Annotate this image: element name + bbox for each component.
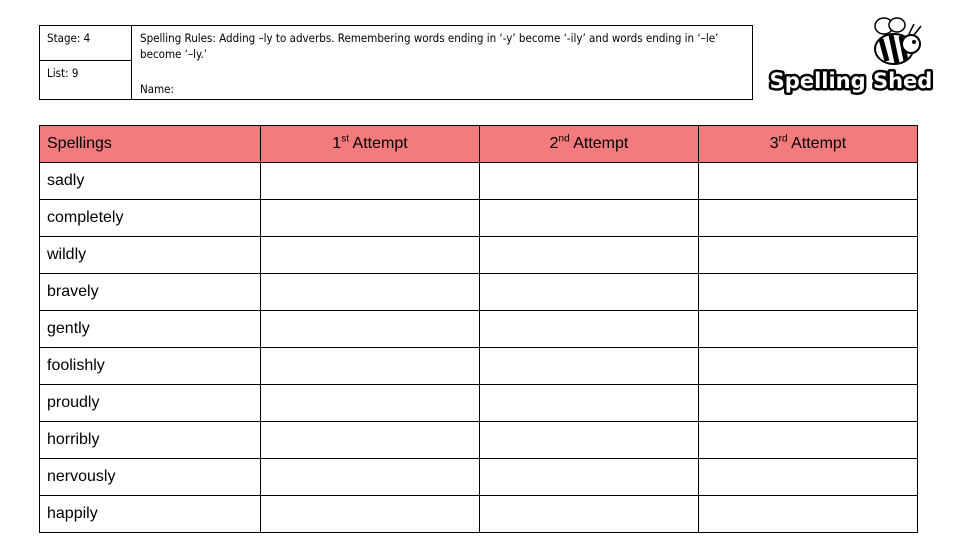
attempt-1-cell[interactable] bbox=[261, 459, 480, 496]
table-row bbox=[40, 496, 918, 533]
attempt-2-cell[interactable] bbox=[480, 163, 699, 200]
attempt-3-cell[interactable] bbox=[699, 422, 918, 459]
attempt-2-cell[interactable] bbox=[480, 422, 699, 459]
word-cell: gently bbox=[40, 311, 261, 348]
attempt-1-cell[interactable] bbox=[261, 237, 480, 274]
list-label: List: 9 bbox=[47, 66, 79, 80]
attempt-1-cell[interactable] bbox=[261, 496, 480, 533]
bee-icon bbox=[768, 12, 934, 100]
attempt-3-header: 3rd Attempt bbox=[699, 126, 918, 163]
attempt-2-cell[interactable] bbox=[480, 496, 699, 533]
table-row bbox=[40, 348, 918, 385]
attempt-3-cell[interactable] bbox=[699, 348, 918, 385]
attempt-3-cell[interactable] bbox=[699, 459, 918, 496]
attempt-1-header: 1st Attempt bbox=[261, 126, 480, 163]
attempt-3-cell[interactable] bbox=[699, 274, 918, 311]
attempt-1-cell[interactable] bbox=[261, 274, 480, 311]
word-cell: completely bbox=[40, 200, 261, 237]
attempt-2-cell[interactable] bbox=[480, 311, 699, 348]
attempt-1-cell[interactable] bbox=[261, 200, 480, 237]
attempt-2-cell[interactable] bbox=[480, 459, 699, 496]
attempt-3-cell[interactable] bbox=[699, 237, 918, 274]
word-cell: sadly bbox=[40, 163, 261, 200]
spelling-rules-text: Spelling Rules: Adding –ly to adverbs. Remembering words ending in ‘-y’ become ‘-ily’ and words ending in ‘–le’ become ‘–ly.’ bbox=[140, 31, 719, 61]
attempt-2-header: 2nd Attempt bbox=[480, 126, 699, 163]
attempt-1-cell[interactable] bbox=[261, 422, 480, 459]
table-row bbox=[40, 163, 918, 200]
attempt-2-cell[interactable] bbox=[480, 274, 699, 311]
attempt-3-cell[interactable] bbox=[699, 385, 918, 422]
attempt-3-cell[interactable] bbox=[699, 163, 918, 200]
table-row bbox=[40, 422, 918, 459]
attempt-3-cell[interactable] bbox=[699, 311, 918, 348]
header-divider bbox=[40, 60, 131, 61]
attempt-2-cell[interactable] bbox=[480, 348, 699, 385]
word-cell: wildly bbox=[40, 237, 261, 274]
table-row bbox=[40, 237, 918, 274]
attempt-3-cell[interactable] bbox=[699, 200, 918, 237]
word-cell: nervously bbox=[40, 459, 261, 496]
attempt-2-cell[interactable] bbox=[480, 237, 699, 274]
attempt-1-cell[interactable] bbox=[261, 163, 480, 200]
table-row bbox=[40, 459, 918, 496]
word-cell: foolishly bbox=[40, 348, 261, 385]
table-row bbox=[40, 311, 918, 348]
spellings-header: Spellings bbox=[40, 126, 261, 163]
table-row bbox=[40, 274, 918, 311]
attempt-2-cell[interactable] bbox=[480, 200, 699, 237]
attempt-2-cell[interactable] bbox=[480, 385, 699, 422]
spelling-shed-logo bbox=[768, 12, 934, 100]
attempt-1-cell[interactable] bbox=[261, 385, 480, 422]
attempt-1-cell[interactable] bbox=[261, 311, 480, 348]
spelling-table bbox=[39, 125, 918, 533]
attempt-3-cell[interactable] bbox=[699, 496, 918, 533]
table-header-row bbox=[40, 126, 918, 163]
word-cell: horribly bbox=[40, 422, 261, 459]
word-cell: proudly bbox=[40, 385, 261, 422]
header-box bbox=[39, 25, 753, 100]
table-row bbox=[40, 200, 918, 237]
stage-label: Stage: 4 bbox=[47, 31, 91, 45]
word-cell: bravely bbox=[40, 274, 261, 311]
attempt-1-cell[interactable] bbox=[261, 348, 480, 385]
table-row bbox=[40, 385, 918, 422]
name-label: Name: bbox=[140, 82, 175, 96]
logo-text: Spelling Shed bbox=[769, 69, 933, 93]
header-left-cell bbox=[40, 26, 132, 99]
word-cell: happily bbox=[40, 496, 261, 533]
